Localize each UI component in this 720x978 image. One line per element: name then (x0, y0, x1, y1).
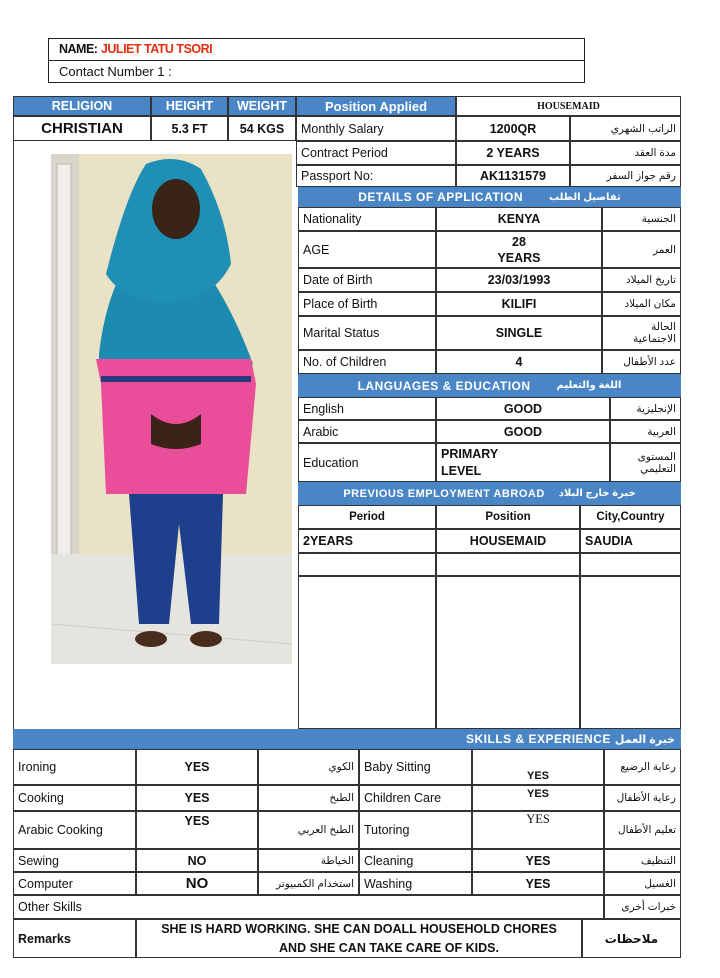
remarks-label: Remarks (13, 919, 136, 958)
other-skills-arabic: خبرات أخرى (604, 895, 681, 919)
prev-empty-row (436, 553, 580, 576)
contract-period-value: 2 YEARS (456, 141, 570, 165)
passport-value: AK1131579 (456, 165, 570, 187)
marital-status-arabic: الحالة الاجتماعية (602, 316, 681, 350)
prev-empty-block (436, 576, 580, 729)
candidate-photo (51, 154, 292, 664)
details-section-header (298, 187, 681, 207)
height-header: HEIGHT (151, 96, 228, 116)
skills-section-header (13, 729, 681, 749)
skill-sewing-arabic: الخياطة (258, 849, 359, 872)
position-applied-header: Position Applied (296, 96, 456, 116)
details-bar-arabic: تفاصيل الطلب (549, 191, 621, 203)
skill-washing-arabic: الغسيل (604, 872, 681, 895)
languages-section-header (298, 374, 681, 397)
monthly-salary-value: 1200QR (456, 116, 570, 141)
skill-arabiccooking-value: YES (136, 811, 258, 849)
skill-ironing-arabic: الكوي (258, 749, 359, 785)
skill-computer-arabic: استخدام الكمبيوتر (258, 872, 359, 895)
monthly-salary-arabic: الراتب الشهري (570, 116, 681, 141)
marital-status-value: SINGLE (436, 316, 602, 350)
arabic-arabic: العربية (610, 420, 681, 443)
position-applied-value: HOUSEMAID (456, 96, 681, 116)
remarks-text (136, 919, 582, 958)
skills-bar-title: SKILLS & EXPERIENCE (466, 732, 611, 746)
contract-period-label: Contract Period (296, 141, 456, 165)
skill-childrencare-value: YES (472, 785, 604, 811)
birthplace-value: KILIFI (436, 292, 602, 316)
skill-arabiccooking-arabic: الطبخ العربي (258, 811, 359, 849)
prev-empty-row (580, 553, 681, 576)
skill-ironing-label: Ironing (13, 749, 136, 785)
nationality-label: Nationality (298, 207, 436, 231)
education-arabic: المستوى التعليمي (610, 443, 681, 482)
prev-empty-row (298, 553, 436, 576)
prev-position-header: Position (436, 505, 580, 529)
contact-label: Contact Number 1 : (59, 64, 172, 79)
dob-arabic: تاريخ الميلاد (602, 268, 681, 292)
weight-value: 54 KGS (228, 116, 296, 141)
name-row (48, 38, 585, 61)
weight-header: WEIGHT (228, 96, 296, 116)
skill-babysitting-value: YES (472, 749, 604, 785)
skill-childrencare-arabic: رعاية الأطفال (604, 785, 681, 811)
birthplace-arabic: مكان الميلاد (602, 292, 681, 316)
remarks-line-2: AND SHE CAN TAKE CARE OF KIDS. (279, 940, 499, 955)
passport-arabic: رقم جواز السفر (570, 165, 681, 187)
english-arabic: الإنجليزية (610, 397, 681, 420)
prev-period-value: 2YEARS (298, 529, 436, 553)
languages-bar-arabic: اللغة والتعليم (556, 380, 622, 391)
skill-cleaning-value: YES (472, 849, 604, 872)
details-bar-title: DETAILS OF APPLICATION (358, 190, 524, 204)
remarks-arabic: ملاحظات (582, 919, 681, 958)
arabic-label: Arabic (298, 420, 436, 443)
skill-arabiccooking-label: Arabic Cooking (13, 811, 136, 849)
prev-empty-block (580, 576, 681, 729)
skills-bar-arabic: خبرة العمل (614, 733, 675, 746)
education-value: PRIMARY LEVEL (436, 443, 610, 482)
religion-header: RELIGION (13, 96, 151, 116)
remarks-line-1: SHE IS HARD WORKING. SHE CAN DOALL HOUSEHOLD CHORES (161, 921, 557, 936)
education-label: Education (298, 443, 436, 482)
skill-childrencare-label: Children Care (359, 785, 472, 811)
children-value: 4 (436, 350, 602, 374)
previous-employment-header (298, 482, 681, 505)
children-label: No. of Children (298, 350, 436, 374)
age-arabic: العمر (602, 231, 681, 268)
dob-label: Date of Birth (298, 268, 436, 292)
other-skills-label: Other Skills (13, 895, 604, 919)
nationality-arabic: الجنسية (602, 207, 681, 231)
prev-city-header: City,Country (580, 505, 681, 529)
skill-ironing-value: YES (136, 749, 258, 785)
skill-babysitting-arabic: رعاية الرضيع (604, 749, 681, 785)
name-label: NAME: (59, 42, 98, 56)
skill-babysitting-label: Baby Sitting (359, 749, 472, 785)
age-label: AGE (298, 231, 436, 268)
prev-empty-block (298, 576, 436, 729)
birthplace-label: Place of Birth (298, 292, 436, 316)
dob-value: 23/03/1993 (436, 268, 602, 292)
skill-tutoring-arabic: تعليم الأطفال (604, 811, 681, 849)
skill-cleaning-label: Cleaning (359, 849, 472, 872)
nationality-value: KENYA (436, 207, 602, 231)
arabic-value: GOOD (436, 420, 610, 443)
children-arabic: عدد الأطفال (602, 350, 681, 374)
skill-computer-value: NO (136, 872, 258, 895)
skill-washing-label: Washing (359, 872, 472, 895)
skill-cooking-label: Cooking (13, 785, 136, 811)
skill-cooking-arabic: الطبخ (258, 785, 359, 811)
monthly-salary-label: Monthly Salary (296, 116, 456, 141)
skill-washing-value: YES (472, 872, 604, 895)
english-value: GOOD (436, 397, 610, 420)
prev-city-value: SAUDIA (580, 529, 681, 553)
religion-value: CHRISTIAN (13, 116, 151, 141)
skill-sewing-value: NO (136, 849, 258, 872)
prev-period-header: Period (298, 505, 436, 529)
skill-cooking-value: YES (136, 785, 258, 811)
skill-cleaning-arabic: التنظيف (604, 849, 681, 872)
marital-status-label: Marital Status (298, 316, 436, 350)
skill-computer-label: Computer (13, 872, 136, 895)
passport-label: Passport No: (296, 165, 456, 187)
person-photo-icon (51, 154, 292, 664)
candidate-name: JULIET TATU TSORI (100, 42, 213, 56)
skill-tutoring-value: YES (472, 811, 604, 849)
contract-period-arabic: مدة العقد (570, 141, 681, 165)
skill-sewing-label: Sewing (13, 849, 136, 872)
previous-bar-title: PREVIOUS EMPLOYMENT ABROAD (343, 487, 545, 500)
skill-tutoring-label: Tutoring (359, 811, 472, 849)
prev-position-value: HOUSEMAID (436, 529, 580, 553)
previous-bar-arabic: خبرة خارج البلاد (558, 488, 636, 499)
contact-row (48, 60, 585, 83)
languages-bar-title: LANGUAGES & EDUCATION (357, 378, 531, 393)
age-value: 28 YEARS (436, 231, 602, 268)
english-label: English (298, 397, 436, 420)
height-value: 5.3 FT (151, 116, 228, 141)
